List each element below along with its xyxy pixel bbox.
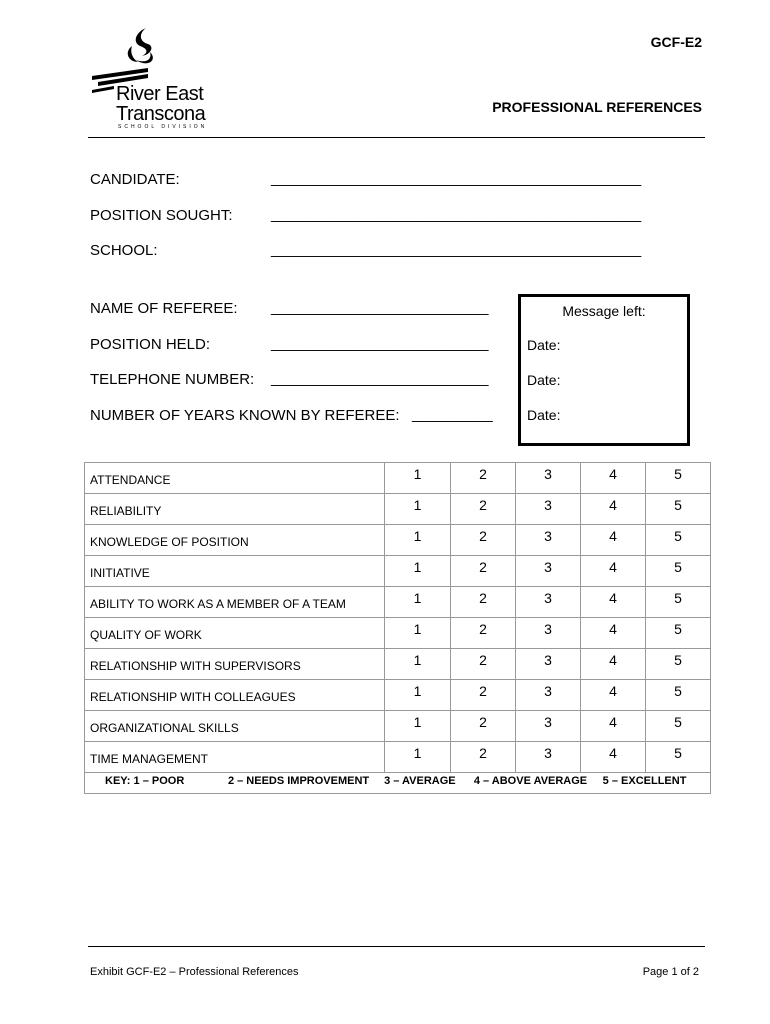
position-held-label: POSITION HELD:	[90, 336, 211, 353]
rating-option-2[interactable]: 2	[451, 618, 516, 649]
logo-text-line2: Transcona	[116, 103, 206, 125]
rating-option-4[interactable]: 4	[581, 711, 646, 742]
header-rule	[88, 137, 705, 138]
rating-option-3[interactable]: 3	[516, 618, 581, 649]
rating-option-5[interactable]: 5	[646, 680, 711, 711]
rating-option-5[interactable]: 5	[646, 556, 711, 587]
rating-option-4[interactable]: 4	[581, 587, 646, 618]
years-known-label: NUMBER OF YEARS KNOWN BY REFEREE:	[90, 407, 400, 424]
criterion-label: TIME MANAGEMENT	[85, 742, 385, 773]
rating-row	[85, 649, 711, 680]
rating-option-1[interactable]: 1	[385, 649, 451, 680]
rating-option-4[interactable]: 4	[581, 680, 646, 711]
rating-option-5[interactable]: 5	[646, 587, 711, 618]
rating-option-5[interactable]: 5	[646, 742, 711, 773]
criterion-label: ATTENDANCE	[85, 463, 385, 494]
position-sought-label: POSITION SOUGHT:	[90, 207, 233, 224]
rating-option-1[interactable]: 1	[385, 742, 451, 773]
rating-option-5[interactable]: 5	[646, 618, 711, 649]
logo-text-line3: SCHOOL DIVISION	[118, 124, 208, 130]
rating-option-3[interactable]: 3	[516, 525, 581, 556]
document-title: PROFESSIONAL REFERENCES	[492, 99, 702, 115]
school-field[interactable]: ______________________________________________	[271, 241, 641, 258]
rating-row	[85, 525, 711, 556]
telephone-field[interactable]: ___________________________	[271, 370, 489, 387]
rating-option-1[interactable]: 1	[385, 463, 451, 494]
rating-option-2[interactable]: 2	[451, 463, 516, 494]
logo-text-line1: River East	[116, 83, 204, 105]
footer-page: Page 1 of 2	[642, 966, 699, 978]
rating-row	[85, 618, 711, 649]
rating-option-5[interactable]: 5	[646, 711, 711, 742]
key-item: 4 – ABOVE AVERAGE	[473, 775, 588, 787]
rating-option-1[interactable]: 1	[385, 618, 451, 649]
key-row	[85, 773, 711, 794]
rating-row	[85, 556, 711, 587]
key-item: 2 – NEEDS IMPROVEMENT	[227, 775, 370, 787]
rating-option-3[interactable]: 3	[516, 556, 581, 587]
referee-name-label: NAME OF REFEREE:	[90, 300, 238, 317]
rating-option-3[interactable]: 3	[516, 587, 581, 618]
rating-row	[85, 494, 711, 525]
rating-option-3[interactable]: 3	[516, 711, 581, 742]
criterion-label: ABILITY TO WORK AS A MEMBER OF A TEAM	[85, 587, 385, 618]
rating-option-3[interactable]: 3	[516, 742, 581, 773]
rating-row	[85, 711, 711, 742]
rating-option-5[interactable]: 5	[646, 649, 711, 680]
rating-row	[85, 742, 711, 773]
criterion-label: INITIATIVE	[85, 556, 385, 587]
message-left-box	[518, 294, 690, 446]
years-known-field[interactable]: __________	[412, 406, 493, 423]
rating-option-3[interactable]: 3	[516, 680, 581, 711]
ratings-table	[84, 462, 711, 794]
referee-name-field[interactable]: ___________________________	[271, 299, 489, 316]
candidate-field[interactable]: ______________________________________________	[271, 170, 641, 187]
telephone-label: TELEPHONE NUMBER:	[90, 371, 255, 388]
key-item: 3 – AVERAGE	[384, 775, 456, 787]
criterion-label: RELATIONSHIP WITH SUPERVISORS	[85, 649, 385, 680]
message-left-heading: Message left:	[562, 303, 646, 319]
rating-option-2[interactable]: 2	[451, 525, 516, 556]
rating-option-4[interactable]: 4	[581, 494, 646, 525]
rating-option-5[interactable]: 5	[646, 525, 711, 556]
message-date-1[interactable]: Date:	[527, 337, 561, 353]
rating-option-2[interactable]: 2	[451, 711, 516, 742]
position-held-field[interactable]: ___________________________	[271, 335, 489, 352]
criterion-label: ORGANIZATIONAL SKILLS	[85, 711, 385, 742]
footer-left: Exhibit GCF-E2 – Professional References	[90, 966, 299, 978]
message-date-3[interactable]: Date:	[527, 407, 561, 423]
message-date-2[interactable]: Date:	[527, 372, 561, 388]
rating-option-4[interactable]: 4	[581, 742, 646, 773]
rating-option-1[interactable]: 1	[385, 494, 451, 525]
document-code: GCF-E2	[650, 34, 702, 50]
candidate-label: CANDIDATE:	[90, 171, 180, 188]
rating-option-4[interactable]: 4	[581, 649, 646, 680]
rating-option-2[interactable]: 2	[451, 587, 516, 618]
rating-option-1[interactable]: 1	[385, 525, 451, 556]
rating-option-2[interactable]: 2	[451, 494, 516, 525]
rating-option-2[interactable]: 2	[451, 649, 516, 680]
rating-option-5[interactable]: 5	[646, 494, 711, 525]
rating-option-1[interactable]: 1	[385, 680, 451, 711]
rating-row	[85, 463, 711, 494]
position-sought-field[interactable]: ______________________________________________	[271, 206, 641, 223]
key-item: 5 – EXCELLENT	[602, 775, 687, 787]
criterion-label: QUALITY OF WORK	[85, 618, 385, 649]
rating-option-4[interactable]: 4	[581, 525, 646, 556]
rating-option-5[interactable]: 5	[646, 463, 711, 494]
rating-option-2[interactable]: 2	[451, 556, 516, 587]
school-label: SCHOOL:	[90, 242, 158, 259]
rating-option-1[interactable]: 1	[385, 556, 451, 587]
rating-option-4[interactable]: 4	[581, 463, 646, 494]
rating-row	[85, 680, 711, 711]
key-item: KEY: 1 – POOR	[105, 775, 185, 787]
rating-option-2[interactable]: 2	[451, 742, 516, 773]
rating-option-1[interactable]: 1	[385, 711, 451, 742]
rating-option-1[interactable]: 1	[385, 587, 451, 618]
rating-option-3[interactable]: 3	[516, 494, 581, 525]
division-logo	[88, 24, 208, 134]
rating-option-4[interactable]: 4	[581, 556, 646, 587]
criterion-label: KNOWLEDGE OF POSITION	[85, 525, 385, 556]
rating-option-4[interactable]: 4	[581, 618, 646, 649]
rating-option-3[interactable]: 3	[516, 463, 581, 494]
rating-option-2[interactable]: 2	[451, 680, 516, 711]
rating-option-3[interactable]: 3	[516, 649, 581, 680]
criterion-label: RELATIONSHIP WITH COLLEAGUES	[85, 680, 385, 711]
footer-rule	[88, 946, 705, 947]
rating-row	[85, 587, 711, 618]
criterion-label: RELIABILITY	[85, 494, 385, 525]
